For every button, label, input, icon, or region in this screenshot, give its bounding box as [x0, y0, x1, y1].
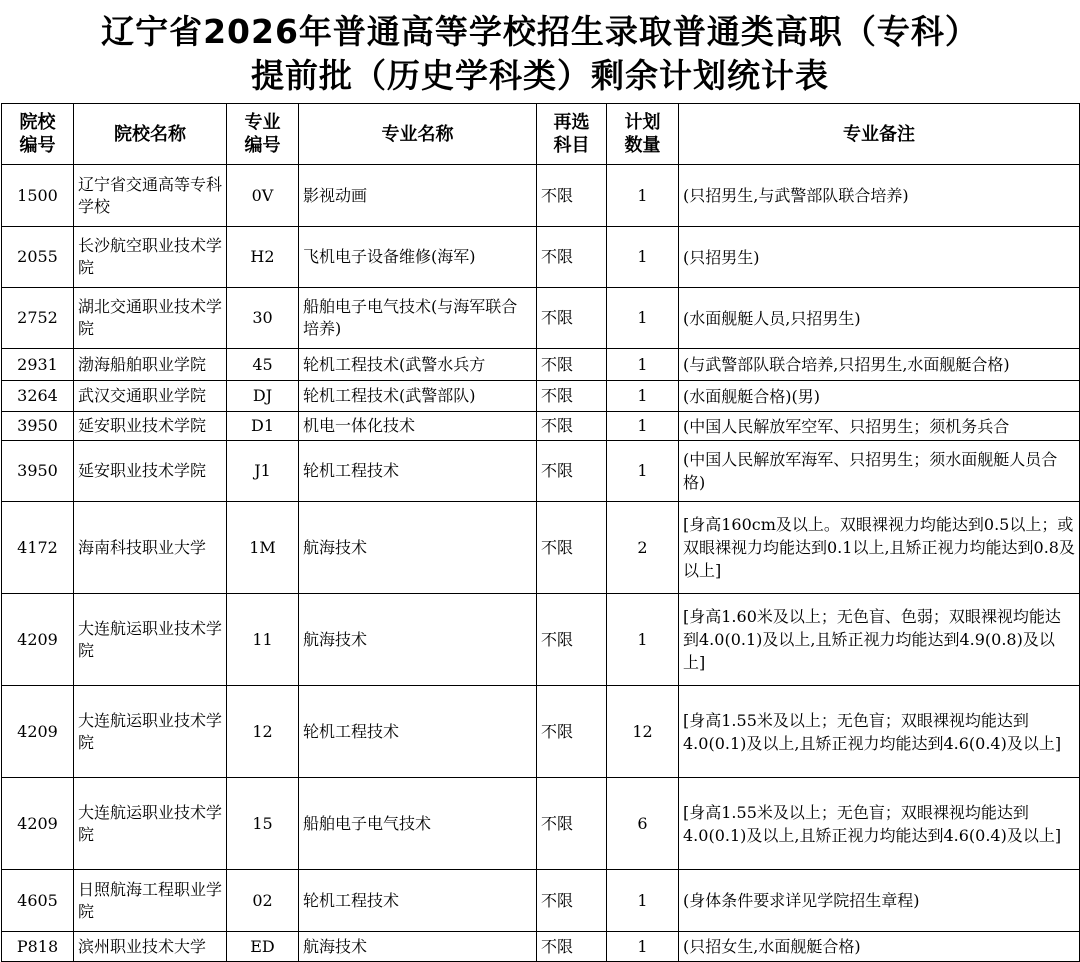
cell-note: (水面舰艇人员,只招男生): [679, 288, 1080, 349]
cell-school-code: 3950: [2, 441, 74, 502]
cell-school-name: 大连航运职业技术学院: [74, 594, 227, 686]
table-row: [2, 778, 1080, 870]
cell-major-code: 45: [227, 349, 299, 381]
table-row: [2, 381, 1080, 412]
cell-note: [身高1.55米及以上；无色盲；双眼裸视均能达到4.0(0.1)及以上,且矫正视力均能达到4.6(0.4)及以上]: [679, 686, 1080, 778]
cell-school-name: 湖北交通职业技术学院: [74, 288, 227, 349]
cell-plan: 1: [607, 441, 679, 502]
cell-subjects: 不限: [537, 932, 607, 962]
cell-plan: 2: [607, 502, 679, 594]
table-row: [2, 412, 1080, 441]
cell-note: (身体条件要求详见学院招生章程): [679, 870, 1080, 932]
cell-plan: 1: [607, 165, 679, 227]
cell-major-code: D1: [227, 412, 299, 441]
cell-subjects: 不限: [537, 165, 607, 227]
cell-major-name: 轮机工程技术(武警部队): [299, 381, 537, 412]
cell-subjects: 不限: [537, 686, 607, 778]
table-row: [2, 594, 1080, 686]
cell-major-name: 轮机工程技术: [299, 441, 537, 502]
cell-major-code: 1M: [227, 502, 299, 594]
cell-plan: 1: [607, 870, 679, 932]
cell-note: (只招男生): [679, 227, 1080, 288]
cell-note: [身高1.60米及以上；无色盲、色弱；双眼裸视均能达到4.0(0.1)及以上,且矫正视力均能达到4.9(0.8)及以上]: [679, 594, 1080, 686]
cell-major-name: 机电一体化技术: [299, 412, 537, 441]
table-row: [2, 349, 1080, 381]
cell-major-name: 航海技术: [299, 502, 537, 594]
cell-school-code: 4172: [2, 502, 74, 594]
cell-school-code: 1500: [2, 165, 74, 227]
cell-plan: 1: [607, 349, 679, 381]
cell-note: (与武警部队联合培养,只招男生,水面舰艇合格): [679, 349, 1080, 381]
cell-school-name: 延安职业技术学院: [74, 441, 227, 502]
table-body: [2, 165, 1080, 962]
cell-school-code: 2055: [2, 227, 74, 288]
cell-school-code: 3264: [2, 381, 74, 412]
cell-school-code: 4209: [2, 594, 74, 686]
cell-school-name: 海南科技职业大学: [74, 502, 227, 594]
cell-subjects: 不限: [537, 870, 607, 932]
cell-school-code: 4209: [2, 778, 74, 870]
cell-plan: 1: [607, 594, 679, 686]
cell-major-name: 船舶电子电气技术: [299, 778, 537, 870]
cell-major-code: 02: [227, 870, 299, 932]
cell-school-code: 4209: [2, 686, 74, 778]
cell-major-code: DJ: [227, 381, 299, 412]
cell-major-code: 11: [227, 594, 299, 686]
cell-subjects: 不限: [537, 227, 607, 288]
cell-subjects: 不限: [537, 594, 607, 686]
cell-plan: 1: [607, 227, 679, 288]
cell-plan: 1: [607, 381, 679, 412]
cell-note: (水面舰艇合格)(男): [679, 381, 1080, 412]
cell-major-code: 15: [227, 778, 299, 870]
table-row: [2, 441, 1080, 502]
cell-major-name: 轮机工程技术(武警水兵方: [299, 349, 537, 381]
table-row: [2, 165, 1080, 227]
cell-school-name: 日照航海工程职业学院: [74, 870, 227, 932]
cell-school-name: 长沙航空职业技术学院: [74, 227, 227, 288]
header-note: 专业备注: [679, 104, 1080, 165]
cell-major-code: ED: [227, 932, 299, 962]
cell-school-code: 2931: [2, 349, 74, 381]
cell-school-name: 渤海船舶职业学院: [74, 349, 227, 381]
cell-note: (中国人民解放军空军、只招男生；须机务兵合: [679, 412, 1080, 441]
cell-plan: 12: [607, 686, 679, 778]
title-line-2: 提前批（历史学科类）剩余计划统计表: [251, 56, 829, 95]
table-row: [2, 502, 1080, 594]
cell-subjects: 不限: [537, 349, 607, 381]
cell-subjects: 不限: [537, 381, 607, 412]
cell-subjects: 不限: [537, 441, 607, 502]
header-school-code: 院校编号: [2, 104, 74, 165]
cell-major-code: 12: [227, 686, 299, 778]
cell-school-code: 3950: [2, 412, 74, 441]
cell-note: [身高1.55米及以上；无色盲；双眼裸视均能达到4.0(0.1)及以上,且矫正视力均能达到4.6(0.4)及以上]: [679, 778, 1080, 870]
cell-plan: 1: [607, 412, 679, 441]
cell-major-name: 轮机工程技术: [299, 686, 537, 778]
cell-school-code: 2752: [2, 288, 74, 349]
title-line-1: 辽宁省2026年普通高等学校招生录取普通类高职（专科）: [101, 12, 979, 51]
table-row: [2, 932, 1080, 962]
header-major-code: 专业编号: [227, 104, 299, 165]
cell-major-code: 0V: [227, 165, 299, 227]
header-major-name: 专业名称: [299, 104, 537, 165]
cell-note: [身高160cm及以上。双眼裸视力均能达到0.5以上；或双眼裸视力均能达到0.1以上,且矫正视力均能达到0.8及以上]: [679, 502, 1080, 594]
header-plan: 计划数量: [607, 104, 679, 165]
table-row: [2, 686, 1080, 778]
cell-subjects: 不限: [537, 778, 607, 870]
cell-school-name: 辽宁省交通高等专科学校: [74, 165, 227, 227]
table-row: [2, 870, 1080, 932]
cell-major-name: 轮机工程技术: [299, 870, 537, 932]
cell-subjects: 不限: [537, 502, 607, 594]
cell-school-name: 延安职业技术学院: [74, 412, 227, 441]
cell-school-name: 大连航运职业技术学院: [74, 686, 227, 778]
cell-subjects: 不限: [537, 288, 607, 349]
cell-school-name: 武汉交通职业学院: [74, 381, 227, 412]
plan-table: [1, 103, 1080, 962]
table-row: [2, 227, 1080, 288]
cell-major-name: 飞机电子设备维修(海军): [299, 227, 537, 288]
table-row: [2, 288, 1080, 349]
cell-plan: 6: [607, 778, 679, 870]
cell-major-name: 航海技术: [299, 594, 537, 686]
cell-major-code: J1: [227, 441, 299, 502]
cell-plan: 1: [607, 932, 679, 962]
cell-major-code: 30: [227, 288, 299, 349]
cell-major-name: 船舶电子电气技术(与海军联合培养): [299, 288, 537, 349]
cell-school-code: P818: [2, 932, 74, 962]
header-row: [2, 104, 1080, 165]
header-school-name: 院校名称: [74, 104, 227, 165]
cell-note: (中国人民解放军海军、只招男生；须水面舰艇人员合格): [679, 441, 1080, 502]
cell-major-code: H2: [227, 227, 299, 288]
cell-major-name: 影视动画: [299, 165, 537, 227]
cell-school-name: 滨州职业技术大学: [74, 932, 227, 962]
cell-major-name: 航海技术: [299, 932, 537, 962]
cell-subjects: 不限: [537, 412, 607, 441]
cell-school-code: 4605: [2, 870, 74, 932]
header-subjects: 再选科目: [537, 104, 607, 165]
cell-note: (只招女生,水面舰艇合格): [679, 932, 1080, 962]
cell-plan: 1: [607, 288, 679, 349]
document-title: [0, 0, 1080, 103]
cell-school-name: 大连航运职业技术学院: [74, 778, 227, 870]
cell-note: (只招男生,与武警部队联合培养): [679, 165, 1080, 227]
